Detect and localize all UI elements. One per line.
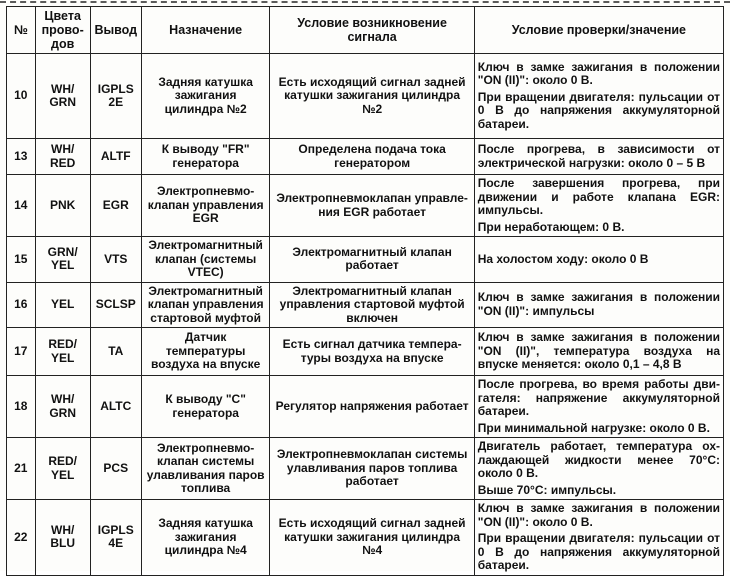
check-line: После прогрева, во время работы дви-гателя: напряжение аккумуляторной батареи. bbox=[477, 377, 720, 418]
pin-number: 14 bbox=[7, 175, 36, 237]
table-row bbox=[7, 175, 724, 237]
signal-condition: Электропневмоклапан системы улавливания паров топлива работает bbox=[270, 438, 474, 500]
pin-purpose: Электромагнитный клапан (системы VTEC) bbox=[141, 237, 270, 283]
check-condition bbox=[474, 438, 723, 500]
table-header-row bbox=[7, 7, 724, 54]
check-condition bbox=[474, 282, 723, 328]
pin-output: EGR bbox=[90, 175, 141, 237]
check-line: Ключ в замке зажигания в положении "ON (II)": около 0 В. bbox=[477, 501, 720, 529]
header-num: № bbox=[7, 7, 36, 54]
check-line: После прогрева, в зависимости от электрической нагрузки: около 0 – 5 В bbox=[477, 142, 720, 170]
table-row bbox=[7, 237, 724, 283]
pin-output: TA bbox=[90, 328, 141, 376]
pin-output: PCS bbox=[90, 438, 141, 500]
pin-purpose: К выводу "C" генератора bbox=[141, 376, 270, 438]
wire-color: WH/ RED bbox=[35, 139, 90, 175]
cropped-top-text bbox=[0, 0, 730, 4]
pin-purpose: Электромагнитный клапан управления стартовой муфтой bbox=[141, 282, 270, 328]
ecu-pin-table bbox=[6, 6, 724, 576]
pin-purpose: Задняя катушка зажигания цилиндра №4 bbox=[141, 500, 270, 576]
signal-condition: Электропневмоклапан управле-ния EGR работает bbox=[270, 175, 474, 237]
pin-purpose: Электропневмо-клапан управления EGR bbox=[141, 175, 270, 237]
wire-color: RED/ YEL bbox=[35, 438, 90, 500]
table-row bbox=[7, 376, 724, 438]
table-row bbox=[7, 500, 724, 576]
pin-number: 10 bbox=[7, 54, 36, 139]
check-condition bbox=[474, 376, 723, 438]
table-row bbox=[7, 328, 724, 376]
header-condition: Условие возникновение сигнала bbox=[270, 7, 474, 54]
pin-number: 15 bbox=[7, 237, 36, 283]
pin-output: ALTF bbox=[90, 139, 141, 175]
check-line: Выше 70°C: импульсы. bbox=[477, 482, 617, 497]
check-line: Ключ в замке зажигания в положении "ON (II)": около 0 В. bbox=[477, 59, 720, 88]
pin-purpose: Задняя катушка зажигания цилиндра №2 bbox=[141, 54, 270, 139]
wire-color: WH/ BLU bbox=[35, 500, 90, 576]
pin-number: 21 bbox=[7, 438, 36, 500]
pin-number: 17 bbox=[7, 328, 36, 376]
check-line: После завершения прогрева, при движении и работе клапана EGR: импульсы. bbox=[477, 176, 720, 217]
header-color: Цвета прово-дов bbox=[35, 7, 90, 54]
wire-color: YEL bbox=[35, 282, 90, 328]
header-purpose: Назначение bbox=[141, 7, 270, 54]
wire-color: RED/ YEL bbox=[35, 328, 90, 376]
signal-condition: Есть исходящий сигнал задней катушки зажигания цилиндра №2 bbox=[270, 54, 474, 139]
check-line: Ключ в замке зажигания в положении "ON (II)", температура воздуха на впуске меняется: около 0,1 – 4,8 В bbox=[477, 330, 720, 372]
pin-number: 22 bbox=[7, 500, 36, 576]
signal-condition: Есть сигнал датчика темпера-туры воздуха на впуске bbox=[270, 328, 474, 376]
check-line: При вращении двигателя: пульсации от 0 В до напряжения аккумуляторной батареи. bbox=[477, 531, 720, 572]
pin-number: 13 bbox=[7, 139, 36, 175]
pin-number: 18 bbox=[7, 376, 36, 438]
check-condition bbox=[474, 139, 723, 175]
check-line: При минимальной нагрузке: около 0 В. bbox=[477, 420, 710, 435]
check-line: Двигатель работает, температура ох-лаждающей жидкости менее 70°C: около 0 В. bbox=[477, 439, 720, 480]
signal-condition: Электромагнитный клапан работает bbox=[270, 237, 474, 283]
pin-output: IGPLS 4E bbox=[90, 500, 141, 576]
wire-color: WH/ GRN bbox=[35, 376, 90, 438]
check-line: На холостом ходу: около 0 В bbox=[477, 251, 649, 266]
table-row bbox=[7, 438, 724, 500]
header-output: Вывод bbox=[90, 7, 141, 54]
wire-color: GRN/ YEL bbox=[35, 237, 90, 283]
check-line: При неработающем: 0 В. bbox=[477, 219, 625, 234]
wire-color: PNK bbox=[35, 175, 90, 237]
pin-number: 16 bbox=[7, 282, 36, 328]
header-check: Условие проверки/значение bbox=[474, 7, 723, 54]
check-condition bbox=[474, 175, 723, 237]
check-line: При вращении двигателя: пульсации от 0 В до напряжения аккумуляторной батареи. bbox=[477, 89, 720, 131]
wire-color: WH/ GRN bbox=[35, 54, 90, 139]
signal-condition: Есть исходящий сигнал задней катушки зажигания цилиндра №4 bbox=[270, 500, 474, 576]
pin-purpose: Электропневмо-клапан системы улавливания паров топлива bbox=[141, 438, 270, 500]
check-condition bbox=[474, 328, 723, 376]
signal-condition: Определена подача тока генератором bbox=[270, 139, 474, 175]
pin-output: SCLSP bbox=[90, 282, 141, 328]
check-condition bbox=[474, 54, 723, 139]
table-row bbox=[7, 139, 724, 175]
signal-condition: Регулятор напряжения работает bbox=[270, 376, 474, 438]
table-row bbox=[7, 54, 724, 139]
table-row bbox=[7, 282, 724, 328]
pin-purpose: Датчик температуры воздуха на впуске bbox=[141, 328, 270, 376]
pin-purpose: К выводу "FR" генератора bbox=[141, 139, 270, 175]
check-condition bbox=[474, 500, 723, 576]
pin-output: VTS bbox=[90, 237, 141, 283]
pin-output: ALTC bbox=[90, 376, 141, 438]
signal-condition: Электромагнитный клапан управления стартовой муфтой включен bbox=[270, 282, 474, 328]
pin-output: IGPLS 2E bbox=[90, 54, 141, 139]
check-line: Ключ в замке зажигания в положении "ON (II)": импульсы bbox=[477, 290, 720, 318]
check-condition bbox=[474, 237, 723, 283]
